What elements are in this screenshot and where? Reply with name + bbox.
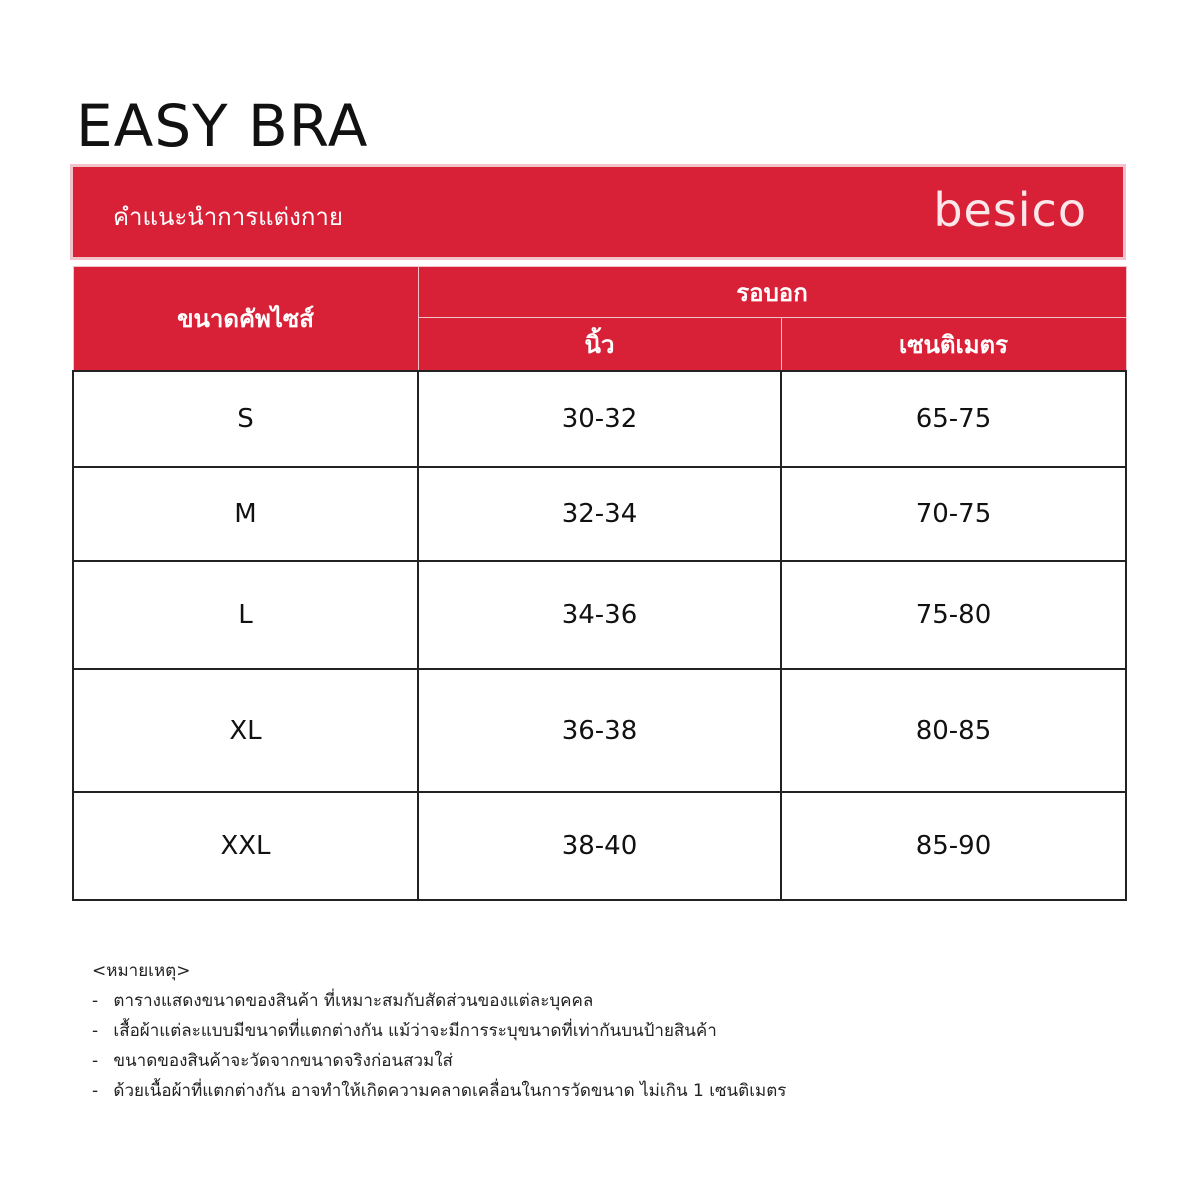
table-row	[73, 792, 1126, 900]
cm-cell: 80-85	[781, 669, 1126, 792]
table-row	[73, 561, 1126, 669]
note-text: ขนาดของสินค้าจะวัดจากขนาดจริงก่อนสวมใส่	[113, 1051, 453, 1071]
size-cell: S	[73, 371, 418, 467]
note-item	[92, 1016, 786, 1046]
note-text: ด้วยเนื้อผ้าที่แตกต่างกัน อาจทำให้เกิดความคลาดเคลื่อนในการวัดขนาด ไม่เกิน 1 เซนติเมตร	[113, 1081, 787, 1101]
inch-cell: 34-36	[418, 561, 781, 669]
cm-cell: 75-80	[781, 561, 1126, 669]
table-row	[73, 669, 1126, 792]
cm-cell: 85-90	[781, 792, 1126, 900]
brand-logo: besico	[933, 183, 1087, 237]
notes-heading: <หมายเหตุ>	[92, 961, 191, 981]
inch-cell: 32-34	[418, 467, 781, 561]
header-bust: รอบอก	[418, 267, 1126, 318]
banner-heading: คำแนะนำการแต่งกาย	[113, 203, 343, 231]
size-table	[72, 266, 1127, 901]
page-title: EASY BRA	[76, 92, 369, 160]
inch-cell: 38-40	[418, 792, 781, 900]
note-text: เสื้อผ้าแต่ละแบบมีขนาดที่แตกต่างกัน แม้ว่าจะมีการระบุขนาดที่เท่ากันบนป้ายสินค้า	[113, 1021, 717, 1041]
note-item	[92, 1076, 786, 1106]
table-row	[73, 371, 1126, 467]
header-inch: นิ้ว	[418, 318, 781, 372]
brand-banner	[70, 164, 1126, 260]
size-cell: XL	[73, 669, 418, 792]
note-dash: -	[92, 1081, 99, 1101]
note-dash: -	[92, 1051, 99, 1071]
header-cm: เซนติเมตร	[781, 318, 1126, 372]
note-text: ตารางแสดงขนาดของสินค้า ที่เหมาะสมกับสัดส่วนของแต่ละบุคคล	[113, 991, 594, 1011]
size-chart	[72, 266, 1125, 901]
note-item	[92, 986, 786, 1016]
size-cell: L	[73, 561, 418, 669]
note-item	[92, 1046, 786, 1076]
inch-cell: 30-32	[418, 371, 781, 467]
header-cup-size: ขนาดคัพไซส์	[73, 267, 418, 372]
table-row	[73, 467, 1126, 561]
note-dash: -	[92, 991, 99, 1011]
cm-cell: 65-75	[781, 371, 1126, 467]
size-cell: XXL	[73, 792, 418, 900]
cm-cell: 70-75	[781, 467, 1126, 561]
note-dash: -	[92, 1021, 99, 1041]
notes-section	[92, 956, 786, 1106]
inch-cell: 36-38	[418, 669, 781, 792]
size-cell: M	[73, 467, 418, 561]
